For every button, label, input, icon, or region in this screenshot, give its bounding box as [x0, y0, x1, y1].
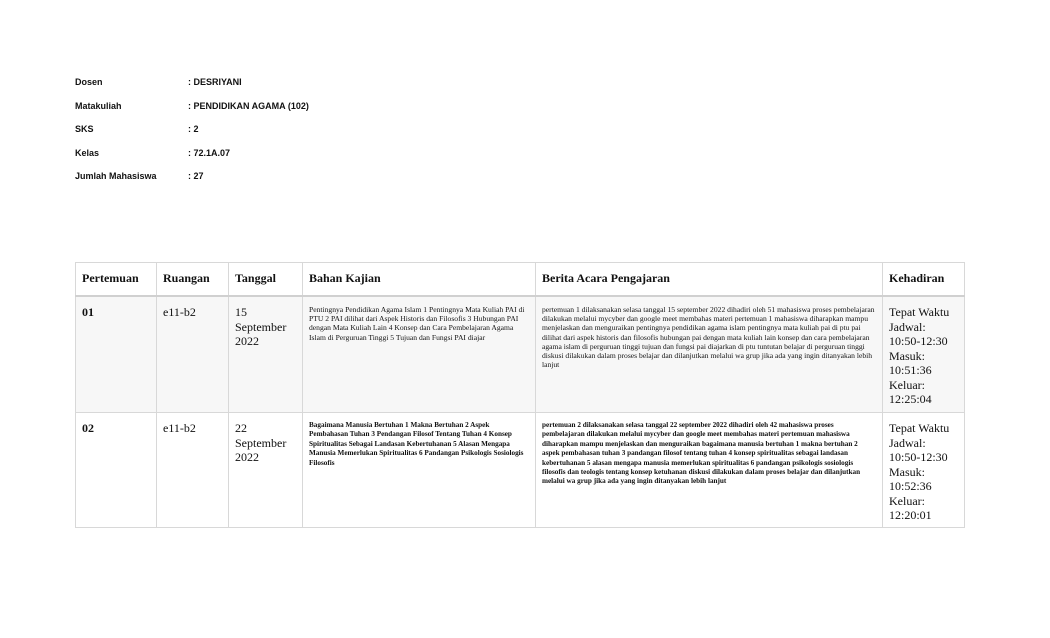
- info-row-jumlah: [75, 169, 309, 193]
- header-tanggal: Tanggal: [229, 263, 303, 297]
- jumlah-mahasiswa-value: : 27: [188, 171, 204, 181]
- tanggal-month: September: [235, 435, 287, 450]
- cell-tanggal: [229, 296, 303, 413]
- header-kehadiran: Kehadiran: [883, 263, 965, 297]
- cell-ruangan: e11-b2: [157, 296, 229, 413]
- header-berita-acara: Berita Acara Pengajaran: [536, 263, 883, 297]
- kelas-value: : 72.1A.07: [188, 147, 231, 158]
- tanggal-year: 2022: [235, 450, 259, 464]
- cell-kehadiran: [883, 296, 965, 413]
- jumlah-mahasiswa-label: Jumlah Mahasiswa: [75, 171, 157, 181]
- tanggal-year: 2022: [235, 334, 259, 348]
- attendance-table: [75, 262, 965, 528]
- kehadiran-status: Tepat Waktu: [889, 421, 950, 435]
- jadwal-value: 10:50-12:30: [889, 334, 948, 348]
- sks-value: : 2: [188, 124, 199, 134]
- matakuliah-label: Matakuliah: [75, 100, 122, 111]
- info-row-matakuliah: [75, 99, 309, 123]
- table-row: [76, 296, 965, 413]
- table-row: [76, 413, 965, 528]
- cell-berita-acara: pertemuan 2 dilaksanakan selasa tanggal 22 september 2022 dihadiri oleh 42 mahasiswa proses pembelajaran dilakukan melalui mycyber dan google meet membahas materi pertemuan mahasiswa diharapkan mampu menjelaskan dan menguraikan bagaimana manusia bertuhan 1 makna bertuhan 2 aspek pembahasan tuhan 3 pandangan filosof tentang tuhan 4 konsep spiritualitas sebagai landasan kebertuhanan 5 alasan mengapa manusia memerlukan spiritualitas 6 pandangan psikologis sosiologis filosofis dan teologis tentang konsep ketuhanan diskusi dilakukan dalam proses belajar dan dilanjutkan melalui wa grup jika ada yang ingin ditanyakan lebih lanjut: [536, 413, 883, 528]
- masuk-label: Masuk:: [889, 464, 925, 479]
- cell-bahan-kajian: Pentingnya Pendidikan Agama Islam 1 Pentingnya Mata Kuliah PAI di PTU 2 PAI dilihat dari Aspek Historis dan Filosofis 3 Hubungan PAI dengan Mata Kuliah Lain 4 Konsep dan Cara Pembelajaran Agama Islam di Perguruan Tinggi 5 Tujuan dan Fungsi PAI diajar: [303, 296, 536, 413]
- info-row-kelas: [75, 146, 309, 170]
- tanggal-month: September: [235, 319, 287, 334]
- masuk-label: Masuk:: [889, 348, 925, 363]
- cell-bahan-kajian: Bagaimana Manusia Bertuhan 1 Makna Bertuhan 2 Aspek Pembahasan Tuhan 3 Pendangan Filosof Tentang Tuhan 4 Konsep Spiritualitas Sebagai Landasan Kebertuhanan 5 Alasan Mengapa Manusia Memerlukan Spiritualitas 6 Pandangan Psikologis Sosiologis Filosofis: [303, 413, 536, 528]
- jadwal-label: Jadwal:: [889, 319, 926, 334]
- jadwal-label: Jadwal:: [889, 435, 926, 450]
- kehadiran-status: Tepat Waktu: [889, 305, 950, 319]
- masuk-value: 10:51:36: [889, 363, 932, 377]
- masuk-value: 10:52:36: [889, 479, 932, 493]
- attendance-table-wrapper: [75, 262, 964, 528]
- sks-label: SKS: [75, 124, 94, 134]
- info-row-dosen: [75, 75, 309, 99]
- info-row-sks: [75, 122, 309, 146]
- keluar-value: 12:25:04: [889, 392, 932, 406]
- header-bahan-kajian: Bahan Kajian: [303, 263, 536, 297]
- keluar-label: Keluar:: [889, 493, 925, 508]
- cell-kehadiran: [883, 413, 965, 528]
- cell-tanggal: [229, 413, 303, 528]
- cell-berita-acara: pertemuan 1 dilaksanakan selasa tanggal 15 september 2022 dihadiri oleh 51 mahasiswa proses pembelajaran dilakukan melalui mycyber dan google meet membahas materi pertemuan 1 mahasiswa diharapkan mampu menjelaskan dan menguraikan pentingnya pendidikan agama islam pentingnya mata kuliah pai di ptu pai dilihat dari aspek historis dan filosofis hubungan pai dengan mata kuliah lain konsep dan cara pembelajaran agama islam di perguruan tinggi tujuan dan fungsi pai diajarkan di ptu tuntutan belajar di perguruan tinggi diskusi dilakukan dalam proses belajar dan dilanjutkan melalui wa grup jika ada yang ingin ditanyakan lebih lanjut: [536, 296, 883, 413]
- keluar-label: Keluar:: [889, 377, 925, 392]
- dosen-label: Dosen: [75, 77, 103, 87]
- dosen-value: : DESRIYANI: [188, 77, 242, 87]
- keluar-value: 12:20:01: [889, 508, 932, 522]
- jadwal-value: 10:50-12:30: [889, 450, 948, 464]
- cell-pertemuan: 02: [76, 413, 157, 528]
- kelas-label: Kelas: [75, 147, 100, 158]
- header-ruangan: Ruangan: [157, 263, 229, 297]
- header-pertemuan: Pertemuan: [76, 263, 157, 297]
- cell-ruangan: e11-b2: [157, 413, 229, 528]
- cell-pertemuan: 01: [76, 296, 157, 413]
- matakuliah-value: : PENDIDIKAN AGAMA (102): [188, 100, 309, 111]
- course-info: [75, 75, 309, 193]
- tanggal-day: 15: [235, 305, 247, 319]
- table-header-row: [76, 263, 965, 297]
- tanggal-day: 22: [235, 421, 247, 435]
